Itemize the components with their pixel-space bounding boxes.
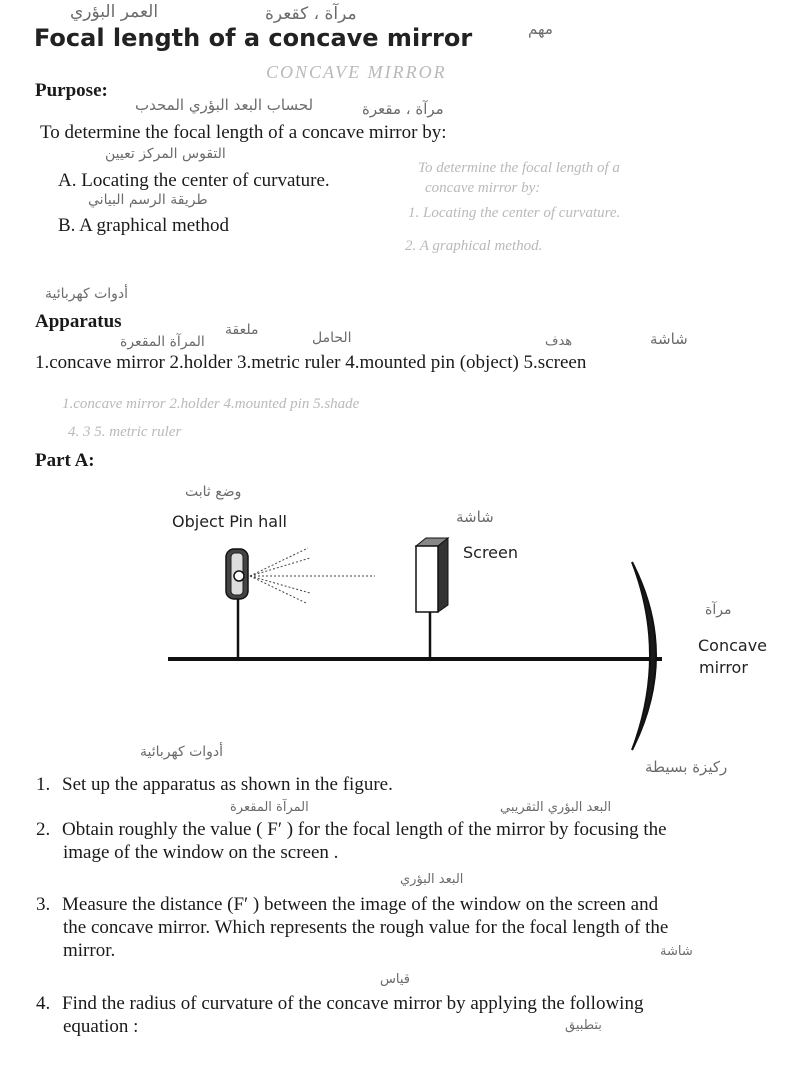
purpose-arabic-note-1: لحساب البعد البؤري المحدب [135,96,314,114]
part-a-arabic-note-1: وضع ثابت [185,484,242,500]
purpose-intro: To determine the focal length of a concave mirror by: [40,122,447,143]
purpose-item-b: B. A graphical method [58,215,229,236]
apparatus-heading: Apparatus [35,311,122,332]
purpose-heading: Purpose: [35,80,108,101]
step-2-continuation: image of the window on the screen . [63,842,339,863]
purpose-arabic-note-2: مرآة ، مقعرة [362,100,444,118]
step-arabic-note-5: قياس [380,972,410,987]
apparatus-faint-note-2: 4. 3 5. metric ruler [68,424,182,440]
apparatus-arabic-note-4: المرآة المقعرة [120,334,205,350]
apparatus-arabic-note-5: شاشة [650,330,688,348]
step-1-text: Set up the apparatus as shown in the figure. [62,774,393,795]
step-4-continuation: equation : [63,1016,139,1037]
part-a-arabic-note-4: أدوات كهربائية [140,744,224,760]
annotation-top-middle: مرآة ، كقعرة [265,4,357,24]
annotation-top-right: مهم [528,20,553,38]
part-a-heading: Part A: [35,450,95,471]
purpose-item-a: A. Locating the center of curvature. [58,170,330,191]
step-4 [36,992,806,1038]
step-2-text: Obtain roughly the value ( F′ ) for the focal length of the mirror by focusing the [62,819,667,840]
purpose-margin-note-1: To determine the focal length of a [418,160,620,176]
part-a-arabic-note-3: مرآة [705,602,732,618]
annotation-top-left: العمر البؤري [70,2,159,22]
light-rays [250,548,375,603]
purpose-margin-note-2: concave mirror by: [425,180,541,196]
purpose-margin-note-3: 1. Locating the center of curvature. [408,205,621,221]
step-arabic-note-2: المرآة المقعرة [230,800,309,815]
page-title: Focal length of a concave mirror [34,24,473,52]
screen-label: Screen [463,543,519,562]
purpose-faint-header: CONCAVE MIRROR [266,62,447,82]
step-2-number: 2. [36,819,51,840]
step-arabic-note-3: البعد البؤري [400,872,464,887]
step-3-continuation-2: mirror. [63,940,116,961]
step-arabic-note-1: البعد البؤري التقريبي [500,800,612,815]
step-4-text: Find the radius of curvature of the concave mirror by applying the following [62,993,644,1014]
object-pin-holder [226,549,248,659]
purpose-margin-note-4: 2. A graphical method. [405,238,543,254]
screen-stand [416,538,448,659]
apparatus-arabic-note-2: ملعقة [225,322,259,338]
apparatus-arabic-note-3: الحامل [312,330,352,346]
step-3-number: 3. [36,894,51,915]
concave-mirror-shape [632,562,656,750]
apparatus-list: 1.concave mirror 2.holder 3.metric ruler 4.mounted pin (object) 5.screen [35,352,587,373]
step-3-continuation-1: the concave mirror. Which represents the rough value for the focal length of the [63,917,669,938]
step-1-number: 1. [36,774,51,795]
mirror-label-line-2: mirror [699,658,748,677]
step-4-number: 4. [36,993,51,1014]
mirror-label-line-1: Concave [698,636,768,655]
step-arabic-note-4: شاشة [660,944,693,959]
apparatus-faint-note-1: 1.concave mirror 2.holder 4.mounted pin 5.shade [62,396,360,412]
part-a-arabic-note-2: شاشة [456,508,494,526]
step-arabic-note-6: بتطبيق [565,1018,602,1033]
step-3-text: Measure the distance (F′ ) between the image of the window on the screen and [62,894,659,915]
step-2 [36,818,806,864]
apparatus-arabic-note-1: أدوات كهربائية [45,286,129,302]
purpose-arabic-note-4: طريقة الرسم البياني [88,192,208,208]
step-1 [36,773,806,796]
apparatus-arabic-note-6: هدف [545,334,573,349]
part-a-arabic-note-5: ركيزة بسيطة [645,758,728,776]
object-pin-label: Object Pin hall [172,512,287,531]
purpose-arabic-note-3: التقوس المركز تعيين [105,146,226,162]
